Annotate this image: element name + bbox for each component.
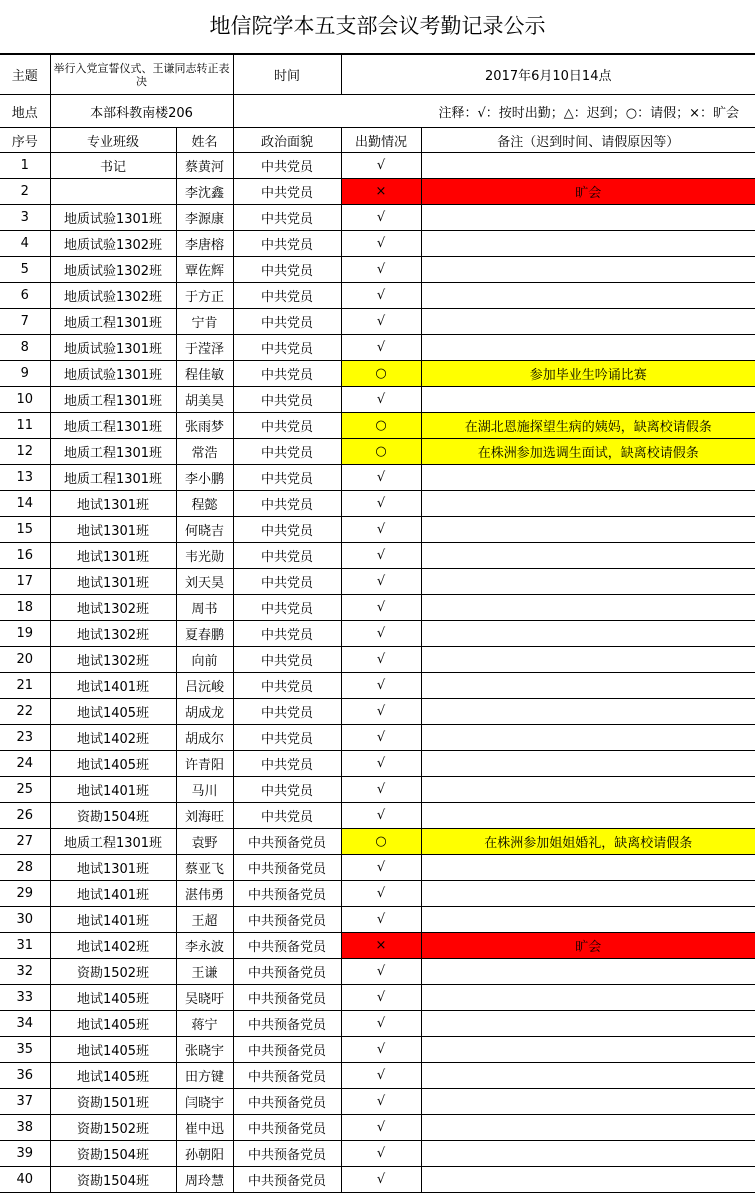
- cell-no: 40: [0, 1167, 50, 1193]
- cell-party: 中共党员: [233, 439, 341, 465]
- cell-class: 地试1402班: [50, 725, 176, 751]
- cell-no: 25: [0, 777, 50, 803]
- cell-note: [421, 335, 755, 361]
- cell-no: 4: [0, 231, 50, 257]
- cell-party: 中共党员: [233, 309, 341, 335]
- header-status: 出勤情况: [341, 128, 421, 153]
- cell-party: 中共党员: [233, 231, 341, 257]
- header-no: 序号: [0, 128, 50, 153]
- cell-status: ○: [341, 439, 421, 465]
- cell-status: √: [341, 309, 421, 335]
- cell-no: 35: [0, 1037, 50, 1063]
- cell-status: √: [341, 751, 421, 777]
- cell-party: 中共党员: [233, 751, 341, 777]
- cell-note: [421, 153, 755, 179]
- cell-name: 韦光勋: [176, 543, 233, 569]
- cell-name: 蔡亚飞: [176, 855, 233, 881]
- header-class: 专业班级: [50, 128, 176, 153]
- cell-no: 7: [0, 309, 50, 335]
- cell-class: 地试1301班: [50, 855, 176, 881]
- cell-no: 33: [0, 985, 50, 1011]
- cell-no: 15: [0, 517, 50, 543]
- cell-status: √: [341, 803, 421, 829]
- cell-no: 16: [0, 543, 50, 569]
- cell-party: 中共党员: [233, 335, 341, 361]
- cell-note: [421, 855, 755, 881]
- cell-class: 地试1302班: [50, 621, 176, 647]
- cell-party: 中共党员: [233, 569, 341, 595]
- table-row: [0, 777, 755, 803]
- cell-party: 中共党员: [233, 595, 341, 621]
- cell-status: √: [341, 621, 421, 647]
- page-title: 地信院学本五支部会议考勤记录公示: [0, 0, 755, 54]
- cell-note: [421, 387, 755, 413]
- cell-party: 中共党员: [233, 673, 341, 699]
- cell-no: 18: [0, 595, 50, 621]
- cell-name: 蔡黄河: [176, 153, 233, 179]
- table-row: [0, 1011, 755, 1037]
- table-row: [0, 309, 755, 335]
- header-party: 政治面貌: [233, 128, 341, 153]
- cell-party: 中共预备党员: [233, 1089, 341, 1115]
- cell-class: 地质工程1301班: [50, 465, 176, 491]
- header-name: 姓名: [176, 128, 233, 153]
- cell-name: 王超: [176, 907, 233, 933]
- cell-status: √: [341, 1089, 421, 1115]
- cell-note: [421, 621, 755, 647]
- table-row: [0, 543, 755, 569]
- cell-note: [421, 491, 755, 517]
- cell-class: 地试1401班: [50, 907, 176, 933]
- cell-name: 崔中迅: [176, 1115, 233, 1141]
- place-value: 本部科教南楼206: [50, 95, 233, 128]
- table-row: [0, 933, 755, 959]
- cell-party: 中共党员: [233, 361, 341, 387]
- cell-note: [421, 985, 755, 1011]
- cell-status: √: [341, 491, 421, 517]
- place-label: 地点: [0, 95, 50, 128]
- cell-class: [50, 179, 176, 205]
- cell-status: √: [341, 1037, 421, 1063]
- cell-class: 地试1301班: [50, 491, 176, 517]
- cell-class: 地质试验1301班: [50, 361, 176, 387]
- cell-no: 37: [0, 1089, 50, 1115]
- cell-no: 31: [0, 933, 50, 959]
- table-row: [0, 387, 755, 413]
- cell-no: 6: [0, 283, 50, 309]
- table-row: [0, 491, 755, 517]
- cell-note: [421, 725, 755, 751]
- cell-name: 闫晓宇: [176, 1089, 233, 1115]
- cell-class: 地试1401班: [50, 777, 176, 803]
- cell-status: √: [341, 647, 421, 673]
- cell-name: 宁肯: [176, 309, 233, 335]
- cell-note: [421, 673, 755, 699]
- cell-class: 地质工程1301班: [50, 413, 176, 439]
- cell-note: [421, 1089, 755, 1115]
- cell-status: √: [341, 777, 421, 803]
- cell-note: [421, 699, 755, 725]
- cell-name: 王谦: [176, 959, 233, 985]
- table-row: [0, 907, 755, 933]
- table-row: [0, 673, 755, 699]
- table-row: [0, 595, 755, 621]
- cell-class: 地试1405班: [50, 699, 176, 725]
- cell-name: 夏春鹏: [176, 621, 233, 647]
- cell-no: 11: [0, 413, 50, 439]
- cell-status: √: [341, 231, 421, 257]
- cell-class: 地试1301班: [50, 569, 176, 595]
- table-row: [0, 283, 755, 309]
- cell-status: √: [341, 205, 421, 231]
- cell-note: 在株洲参加选调生面试，缺离校请假条: [421, 439, 755, 465]
- cell-status: √: [341, 985, 421, 1011]
- cell-status: ○: [341, 413, 421, 439]
- table-row: [0, 153, 755, 179]
- cell-class: 资勘1502班: [50, 1115, 176, 1141]
- table-row: [0, 803, 755, 829]
- table-row: [0, 439, 755, 465]
- table-row: [0, 881, 755, 907]
- cell-party: 中共党员: [233, 491, 341, 517]
- cell-party: 中共预备党员: [233, 907, 341, 933]
- table-row: [0, 465, 755, 491]
- cell-party: 中共党员: [233, 283, 341, 309]
- cell-class: 地试1401班: [50, 673, 176, 699]
- cell-class: 资勘1504班: [50, 803, 176, 829]
- table-row: [0, 1089, 755, 1115]
- cell-class: 地试1301班: [50, 543, 176, 569]
- cell-no: 30: [0, 907, 50, 933]
- cell-no: 13: [0, 465, 50, 491]
- table-row: [0, 361, 755, 387]
- cell-status: √: [341, 569, 421, 595]
- cell-name: 蒋宁: [176, 1011, 233, 1037]
- cell-class: 地质工程1301班: [50, 439, 176, 465]
- cell-class: 资勘1502班: [50, 959, 176, 985]
- cell-class: 地质试验1302班: [50, 283, 176, 309]
- cell-note: [421, 283, 755, 309]
- cell-class: 地试1405班: [50, 1037, 176, 1063]
- cell-class: 地试1402班: [50, 933, 176, 959]
- table-row: [0, 257, 755, 283]
- table-row: [0, 1167, 755, 1193]
- cell-status: √: [341, 1141, 421, 1167]
- cell-party: 中共预备党员: [233, 881, 341, 907]
- cell-no: 10: [0, 387, 50, 413]
- time-value: 2017年6月10日14点: [341, 55, 755, 95]
- cell-note: [421, 517, 755, 543]
- cell-note: [421, 647, 755, 673]
- cell-note: [421, 543, 755, 569]
- table-row: [0, 621, 755, 647]
- table-row: [0, 985, 755, 1011]
- cell-name: 胡美昊: [176, 387, 233, 413]
- topic-value: 举行入党宣誓仪式、王谦同志转正表决: [50, 55, 233, 95]
- cell-note: 在株洲参加姐姐婚礼，缺离校请假条: [421, 829, 755, 855]
- cell-class: 地试1405班: [50, 1011, 176, 1037]
- cell-note: [421, 465, 755, 491]
- topic-label: 主题: [0, 55, 50, 95]
- cell-name: 覃佐辉: [176, 257, 233, 283]
- cell-status: √: [341, 699, 421, 725]
- cell-status: √: [341, 153, 421, 179]
- cell-status: √: [341, 907, 421, 933]
- cell-name: 何晓吉: [176, 517, 233, 543]
- cell-no: 17: [0, 569, 50, 595]
- cell-class: 地质试验1302班: [50, 231, 176, 257]
- cell-name: 马川: [176, 777, 233, 803]
- cell-status: √: [341, 1167, 421, 1193]
- table-row: [0, 647, 755, 673]
- cell-class: 地质工程1301班: [50, 309, 176, 335]
- cell-name: 于方正: [176, 283, 233, 309]
- cell-no: 5: [0, 257, 50, 283]
- table-row: [0, 959, 755, 985]
- cell-party: 中共预备党员: [233, 1115, 341, 1141]
- cell-class: 地质工程1301班: [50, 829, 176, 855]
- cell-party: 中共党员: [233, 153, 341, 179]
- cell-note: [421, 1011, 755, 1037]
- cell-name: 向前: [176, 647, 233, 673]
- cell-note: [421, 777, 755, 803]
- cell-note: 旷会: [421, 179, 755, 205]
- cell-class: 资勘1501班: [50, 1089, 176, 1115]
- cell-name: 袁野: [176, 829, 233, 855]
- cell-party: 中共预备党员: [233, 1063, 341, 1089]
- cell-no: 22: [0, 699, 50, 725]
- cell-party: 中共党员: [233, 179, 341, 205]
- cell-party: 中共预备党员: [233, 985, 341, 1011]
- cell-party: 中共预备党员: [233, 1037, 341, 1063]
- cell-name: 周书: [176, 595, 233, 621]
- table-row: [0, 1063, 755, 1089]
- table-row: [0, 205, 755, 231]
- cell-note: 参加毕业生吟诵比赛: [421, 361, 755, 387]
- cell-class: 地试1301班: [50, 517, 176, 543]
- attendance-table: [0, 54, 755, 1193]
- cell-status: √: [341, 855, 421, 881]
- cell-no: 39: [0, 1141, 50, 1167]
- cell-class: 地质工程1301班: [50, 387, 176, 413]
- cell-name: 常浩: [176, 439, 233, 465]
- cell-party: 中共党员: [233, 803, 341, 829]
- cell-note: [421, 959, 755, 985]
- cell-name: 李唐榕: [176, 231, 233, 257]
- cell-name: 吕沅峻: [176, 673, 233, 699]
- cell-no: 9: [0, 361, 50, 387]
- cell-status: √: [341, 257, 421, 283]
- cell-class: 地试1405班: [50, 1063, 176, 1089]
- cell-party: 中共党员: [233, 725, 341, 751]
- cell-note: [421, 803, 755, 829]
- table-row: [0, 829, 755, 855]
- table-row: [0, 699, 755, 725]
- cell-note: [421, 205, 755, 231]
- table-row: [0, 1115, 755, 1141]
- cell-class: 资勘1504班: [50, 1141, 176, 1167]
- cell-name: 刘海旺: [176, 803, 233, 829]
- table-row: [0, 413, 755, 439]
- cell-no: 21: [0, 673, 50, 699]
- cell-class: 地试1405班: [50, 985, 176, 1011]
- cell-class: 地质试验1301班: [50, 205, 176, 231]
- cell-note: [421, 1037, 755, 1063]
- cell-class: 资勘1504班: [50, 1167, 176, 1193]
- cell-name: 李源康: [176, 205, 233, 231]
- cell-name: 于滢泽: [176, 335, 233, 361]
- meta-row-topic: [0, 55, 755, 95]
- cell-note: [421, 881, 755, 907]
- cell-no: 1: [0, 153, 50, 179]
- cell-note: 在湖北恩施探望生病的姨妈，缺离校请假条: [421, 413, 755, 439]
- cell-status: √: [341, 335, 421, 361]
- cell-no: 23: [0, 725, 50, 751]
- cell-status: √: [341, 595, 421, 621]
- cell-note: [421, 595, 755, 621]
- cell-status: √: [341, 517, 421, 543]
- cell-name: 张雨梦: [176, 413, 233, 439]
- cell-name: 胡成尔: [176, 725, 233, 751]
- cell-name: 孙朝阳: [176, 1141, 233, 1167]
- cell-no: 38: [0, 1115, 50, 1141]
- cell-status: ×: [341, 179, 421, 205]
- cell-status: √: [341, 387, 421, 413]
- cell-party: 中共党员: [233, 699, 341, 725]
- cell-note: [421, 1167, 755, 1193]
- cell-name: 刘天昊: [176, 569, 233, 595]
- cell-no: 27: [0, 829, 50, 855]
- cell-party: 中共预备党员: [233, 1011, 341, 1037]
- table-row: [0, 179, 755, 205]
- cell-status: ○: [341, 361, 421, 387]
- cell-status: ○: [341, 829, 421, 855]
- meta-row-place: [0, 95, 755, 128]
- table-row: [0, 517, 755, 543]
- legend-note: 注释：√：按时出勤；△：迟到；○：请假；×：旷会: [233, 95, 755, 128]
- cell-party: 中共党员: [233, 413, 341, 439]
- cell-status: √: [341, 543, 421, 569]
- cell-name: 程懿: [176, 491, 233, 517]
- cell-status: √: [341, 881, 421, 907]
- cell-note: [421, 907, 755, 933]
- cell-no: 8: [0, 335, 50, 361]
- cell-party: 中共预备党员: [233, 829, 341, 855]
- cell-note: [421, 1115, 755, 1141]
- cell-note: [421, 231, 755, 257]
- cell-no: 19: [0, 621, 50, 647]
- cell-party: 中共预备党员: [233, 959, 341, 985]
- cell-no: 2: [0, 179, 50, 205]
- cell-name: 田方键: [176, 1063, 233, 1089]
- cell-note: [421, 1063, 755, 1089]
- cell-no: 32: [0, 959, 50, 985]
- cell-class: 地试1302班: [50, 595, 176, 621]
- cell-name: 李小鹏: [176, 465, 233, 491]
- table-row: [0, 1141, 755, 1167]
- header-note: 备注（迟到时间、请假原因等）: [421, 128, 755, 153]
- cell-name: 湛伟勇: [176, 881, 233, 907]
- cell-status: √: [341, 959, 421, 985]
- cell-party: 中共党员: [233, 543, 341, 569]
- cell-status: ×: [341, 933, 421, 959]
- cell-status: √: [341, 465, 421, 491]
- table-body: [0, 55, 755, 1193]
- cell-no: 29: [0, 881, 50, 907]
- time-label: 时间: [233, 55, 341, 95]
- cell-party: 中共党员: [233, 205, 341, 231]
- cell-no: 12: [0, 439, 50, 465]
- cell-party: 中共预备党员: [233, 855, 341, 881]
- cell-class: 地试1302班: [50, 647, 176, 673]
- cell-party: 中共党员: [233, 387, 341, 413]
- cell-note: [421, 257, 755, 283]
- cell-class: 地质试验1302班: [50, 257, 176, 283]
- cell-status: √: [341, 1063, 421, 1089]
- cell-party: 中共预备党员: [233, 933, 341, 959]
- table-row: [0, 231, 755, 257]
- cell-class: 书记: [50, 153, 176, 179]
- cell-no: 34: [0, 1011, 50, 1037]
- cell-party: 中共预备党员: [233, 1141, 341, 1167]
- cell-note: [421, 751, 755, 777]
- cell-party: 中共党员: [233, 257, 341, 283]
- cell-note: [421, 309, 755, 335]
- cell-no: 20: [0, 647, 50, 673]
- cell-note: [421, 1141, 755, 1167]
- table-row: [0, 335, 755, 361]
- cell-status: √: [341, 283, 421, 309]
- cell-no: 26: [0, 803, 50, 829]
- cell-name: 胡成龙: [176, 699, 233, 725]
- cell-name: 李永波: [176, 933, 233, 959]
- cell-name: 许青阳: [176, 751, 233, 777]
- cell-name: 周玲慧: [176, 1167, 233, 1193]
- cell-party: 中共党员: [233, 465, 341, 491]
- cell-status: √: [341, 725, 421, 751]
- cell-name: 张晓宇: [176, 1037, 233, 1063]
- table-row: [0, 569, 755, 595]
- cell-no: 36: [0, 1063, 50, 1089]
- cell-name: 李沈鑫: [176, 179, 233, 205]
- cell-name: 吴晓吁: [176, 985, 233, 1011]
- cell-status: √: [341, 1115, 421, 1141]
- table-row: [0, 751, 755, 777]
- cell-no: 14: [0, 491, 50, 517]
- cell-party: 中共党员: [233, 647, 341, 673]
- table-row: [0, 725, 755, 751]
- cell-name: 程佳敏: [176, 361, 233, 387]
- cell-status: √: [341, 673, 421, 699]
- cell-no: 3: [0, 205, 50, 231]
- cell-party: 中共党员: [233, 517, 341, 543]
- cell-class: 地试1405班: [50, 751, 176, 777]
- header-row: [0, 128, 755, 153]
- cell-note: 旷会: [421, 933, 755, 959]
- cell-party: 中共预备党员: [233, 1167, 341, 1193]
- table-row: [0, 1037, 755, 1063]
- cell-class: 地试1401班: [50, 881, 176, 907]
- table-row: [0, 855, 755, 881]
- cell-status: √: [341, 1011, 421, 1037]
- cell-note: [421, 569, 755, 595]
- cell-party: 中共党员: [233, 621, 341, 647]
- cell-no: 28: [0, 855, 50, 881]
- cell-class: 地质试验1301班: [50, 335, 176, 361]
- cell-no: 24: [0, 751, 50, 777]
- cell-party: 中共党员: [233, 777, 341, 803]
